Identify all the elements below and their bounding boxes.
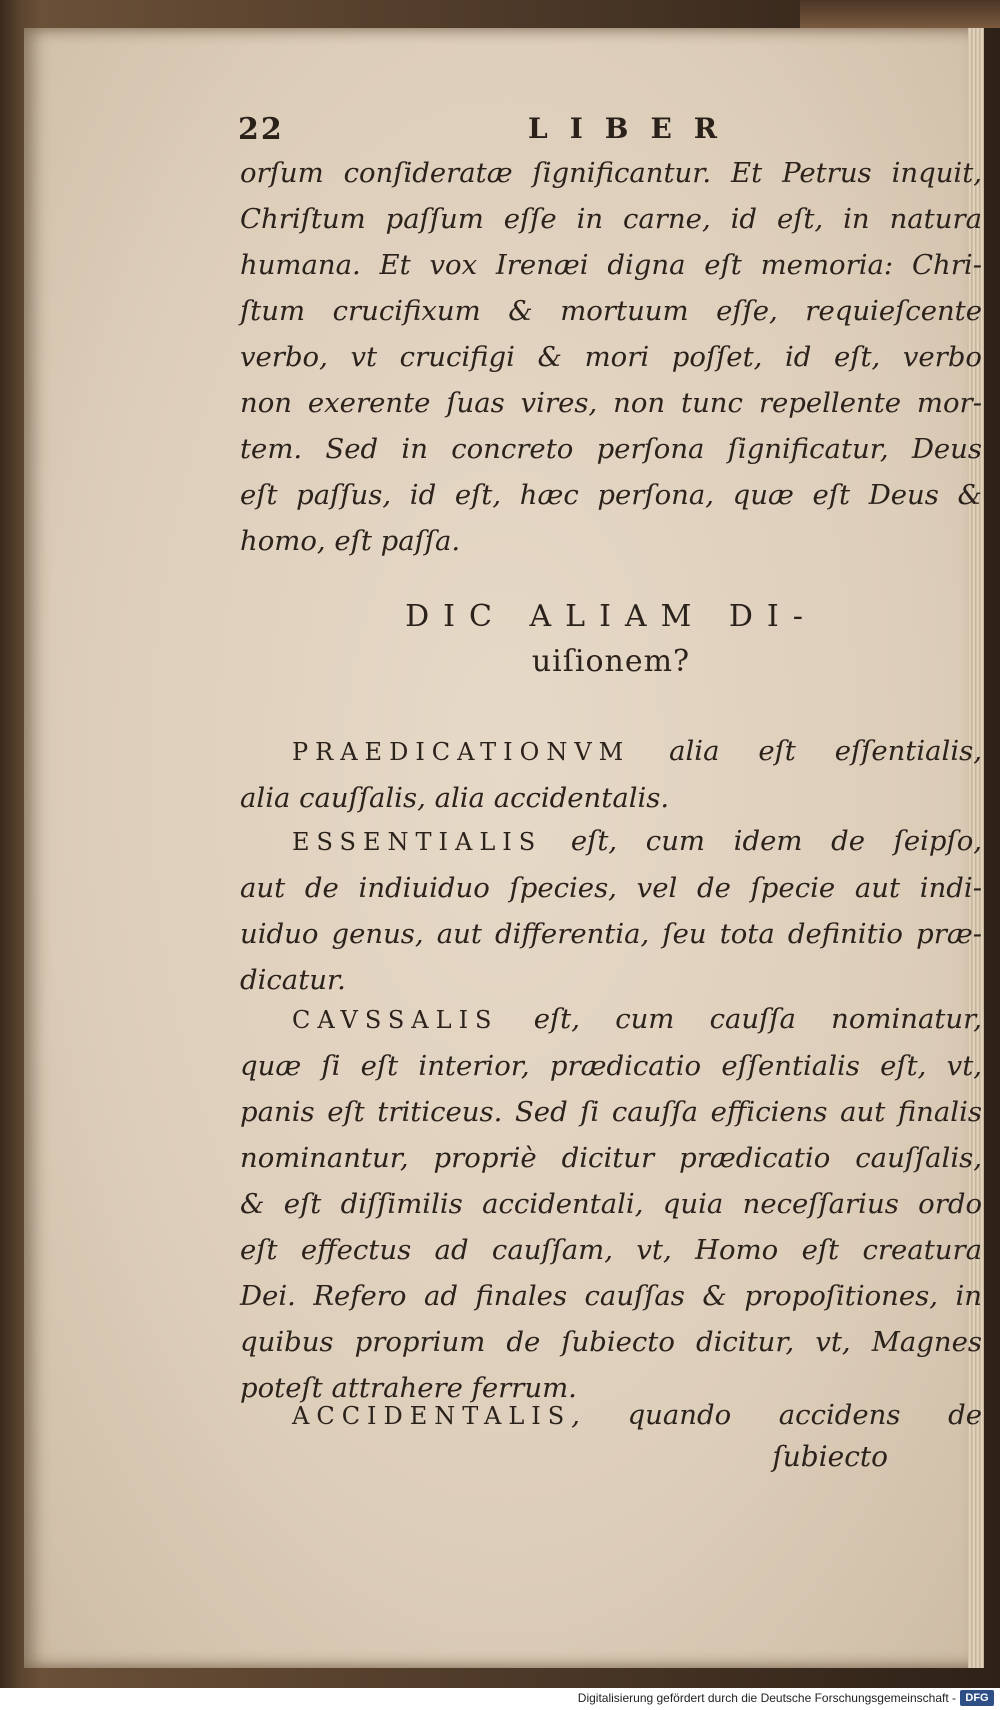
paragraph-essentialis <box>240 818 982 1003</box>
running-head: LIBER <box>528 112 740 145</box>
text-fragment: alia eſt eſſentialis, <box>669 735 982 767</box>
footer-credit: Digitalisierung gefördert durch die Deutsche Forschungsgemeinschaft - <box>577 1691 956 1705</box>
book-spine <box>800 0 1000 28</box>
text-line: quæ ſi eſt interior, prædicatio eſſentialis eſt, vt, <box>240 1050 982 1082</box>
text-line: humana. Et vox Irenæi digna eſt memoria: Chri- <box>240 249 982 281</box>
text-block-continuation <box>240 150 982 564</box>
paragraph-lead: ACCIDENTALIS <box>292 1402 572 1430</box>
paragraph-accidentalis <box>240 1392 982 1439</box>
paragraph-lead: CAVSSALIS <box>292 1006 499 1034</box>
heading-line-1: DIC ALIAM DI- <box>405 599 817 634</box>
text-line: homo, eſt paſſa. <box>240 525 461 557</box>
text-line: aut de indiuiduo ſpecies, vel de ſpecie aut indi- <box>240 872 982 904</box>
text-line: verbo, vt crucifigi & mori poſſet, id eſt, verbo <box>240 341 982 373</box>
text-line: tem. Sed in concreto perſona ſignificatur, Deus <box>240 433 982 465</box>
text-line: & eſt diſſimilis accidentali, quia neceſſarius ordo <box>240 1188 982 1220</box>
paragraph-lead: PRAEDICATIONVM <box>292 738 631 766</box>
text-line: quibus proprium de ſubiecto dicitur, vt, Magnes <box>240 1326 982 1358</box>
page-number: 22 <box>238 112 284 147</box>
paragraph-lead: ESSENTIALIS <box>292 828 543 856</box>
footer-bar <box>0 1688 1000 1710</box>
text-fragment: , quando accidens de <box>571 1399 982 1431</box>
text-line: non exerente ſuas vires, non tunc repellente mor- <box>240 387 982 419</box>
text-line: poteſt attrahere ferrum. <box>240 1372 577 1404</box>
text-fragment: eſt, cum cauſſa nominatur, <box>533 1003 982 1035</box>
text-line: panis eſt triticeus. Sed ſi cauſſa efficiens aut finalis <box>240 1096 982 1128</box>
text-line <box>240 818 982 865</box>
text-line: uiduo genus, aut differentia, ſeu tota definitio præ- <box>240 918 982 950</box>
paragraph-praedicationum <box>240 728 982 821</box>
heading-line-2: uiſionem? <box>531 644 691 679</box>
text-line: orſum conſideratæ ſignificantur. Et Petrus inquit, <box>240 157 982 189</box>
text-line: ſtum crucifixum & mortuum eſſe, requieſcente <box>240 295 982 327</box>
text-line: Chriſtum paſſum eſſe in carne, id eſt, in natura <box>240 203 982 235</box>
text-line <box>240 996 982 1043</box>
section-heading <box>240 594 982 684</box>
text-line: nominantur, propriè dicitur prædicatio cauſſalis, <box>240 1142 982 1174</box>
text-line: dicatur. <box>240 964 346 996</box>
text-line: Dei. Refero ad finales cauſſas & propoſitiones, in <box>240 1280 982 1312</box>
text-line <box>240 728 982 775</box>
text-fragment: eſt, cum idem de ſeipſo, <box>570 825 982 857</box>
text-line <box>240 1392 982 1439</box>
paragraph-caussalis <box>240 996 982 1411</box>
dfg-logo: DFG <box>960 1690 994 1706</box>
text-line: eſt paſſus, id eſt, hæc perſona, quæ eſt Deus & <box>240 479 982 511</box>
text-line: eſt effectus ad cauſſam, vt, Homo eſt creatura <box>240 1234 982 1266</box>
catchword: ſubiecto <box>772 1440 888 1473</box>
text-line: alia cauſſalis, alia accidentalis. <box>240 782 670 814</box>
